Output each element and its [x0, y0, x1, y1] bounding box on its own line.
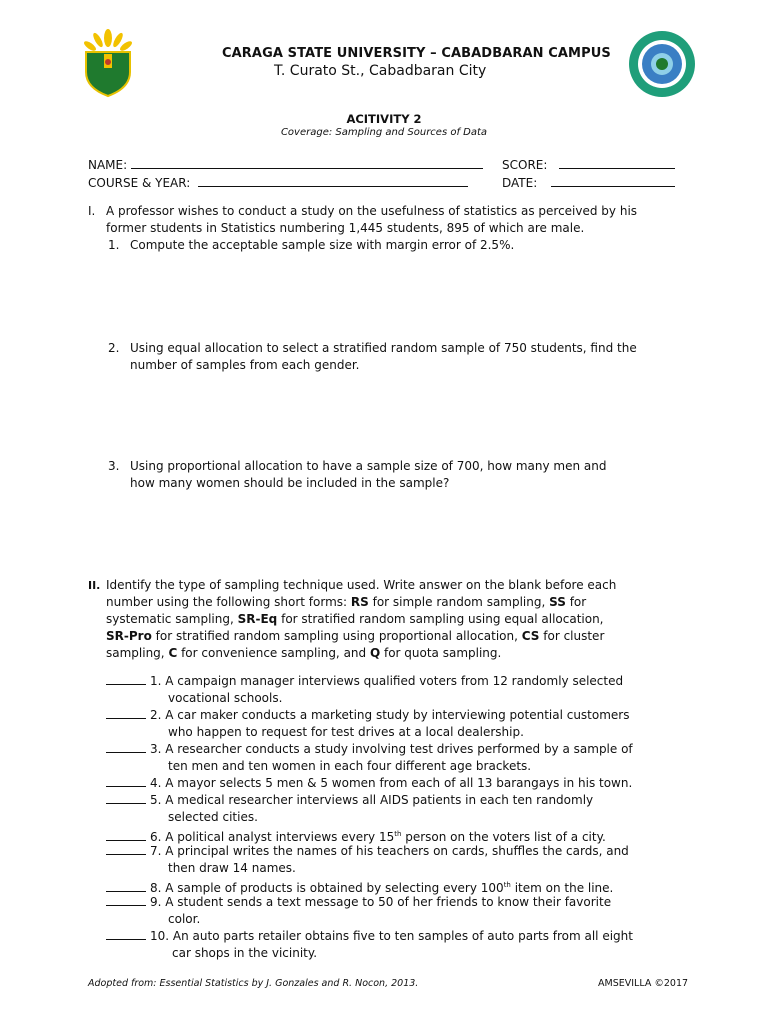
university-address: T. Curato St., Cabadbaran City [274, 63, 487, 79]
part2-line2-a: number using the following short forms: [106, 595, 351, 609]
answer-blank-4[interactable] [106, 775, 146, 787]
name-label: NAME: [88, 158, 128, 172]
part2-line2 [106, 594, 616, 611]
part2-item-5-cont: selected cities. [168, 810, 258, 824]
activity-title: ACITIVITY 2 [346, 112, 422, 126]
part1-item2-line2: number of samples from each gender. [130, 358, 360, 372]
footer-credit: AMSEVILLA ©2017 [598, 978, 689, 989]
answer-blank-5[interactable] [106, 792, 146, 804]
part2-item-7-cont: then draw 14 names. [168, 861, 296, 875]
code-ss: SS [549, 595, 566, 609]
part2-line2-b: for simple random sampling, [368, 595, 550, 609]
answer-blank-7[interactable] [106, 843, 146, 855]
part1-item1-num: 1. [108, 238, 120, 252]
part2-numeral: II. [88, 579, 101, 592]
part1-item3-line1: Using proportional allocation to have a sample size of 700, how many men and [130, 459, 607, 473]
part2-line3 [106, 611, 616, 628]
part2-item-7 [106, 843, 629, 860]
part2-line2-c: for [565, 595, 587, 609]
score-line[interactable] [559, 157, 675, 169]
answer-blank-6[interactable] [106, 829, 146, 841]
university-logo-left [76, 28, 140, 98]
code-rs: RS [350, 595, 369, 609]
part2-item-2-cont: who happen to request for test drives at a local dealership. [168, 725, 524, 739]
part2-item-4 [106, 775, 632, 792]
item-text: 2. A car maker conducts a marketing study by interviewing potential customers [150, 708, 630, 722]
part2-item-9-cont: color. [168, 912, 201, 926]
score-field[interactable] [502, 157, 675, 172]
part2-line1: Identify the type of sampling technique used. Write answer on the blank before each [106, 578, 617, 592]
item-text: 6. A political analyst interviews every 15 [150, 830, 395, 844]
item-text: 3. A researcher conducts a study involving test drives performed by a sample of [150, 742, 633, 756]
part2-line5 [106, 645, 616, 662]
part2-item-1 [106, 673, 623, 690]
code-cs: CS [521, 629, 540, 643]
code-q: Q [369, 646, 381, 660]
part2-item-1-cont: vocational schools. [168, 691, 283, 705]
course-year-label: COURSE & YEAR: [88, 176, 191, 190]
part2-line5-a: sampling, [106, 646, 169, 660]
item-text: 5. A medical researcher interviews all AIDS patients in each ten randomly [150, 793, 594, 807]
item-text: 9. A student sends a text message to 50 of her friends to know their favorite [150, 895, 612, 909]
part1-numeral: I. [88, 204, 96, 218]
answer-blank-1[interactable] [106, 673, 146, 685]
part2-line3-a: systematic sampling, [106, 612, 238, 626]
answer-blank-9[interactable] [106, 894, 146, 906]
part1-item3-num: 3. [108, 459, 120, 473]
item-text: item on the line. [510, 881, 614, 895]
activity-coverage: Coverage: Sampling and Sources of Data [280, 127, 488, 138]
superscript: th [503, 881, 511, 889]
superscript: th [394, 830, 402, 838]
part2-line4 [106, 628, 616, 645]
university-seal-right [628, 30, 696, 98]
part2-instructions [106, 577, 616, 662]
answer-blank-10[interactable] [106, 928, 146, 940]
score-label: SCORE: [502, 158, 548, 172]
answer-blank-3[interactable] [106, 741, 146, 753]
item-text: person on the voters list of a city. [401, 830, 606, 844]
part2-item-9 [106, 894, 611, 911]
part2-item-2 [106, 707, 630, 724]
part2-item-5 [106, 792, 593, 809]
part2-line4-b: for cluster [539, 629, 605, 643]
code-c: C [168, 646, 178, 660]
date-label: DATE: [502, 176, 538, 190]
item-text: 7. A principal writes the names of his teachers on cards, shuffles the cards, and [150, 844, 629, 858]
part1-item1-text: Compute the acceptable sample size with margin error of 2.5%. [130, 238, 515, 252]
item-text: 10. An auto parts retailer obtains five to ten samples of auto parts from all eight [150, 929, 633, 943]
item-text: 4. A mayor selects 5 men & 5 women from each of all 13 barangays in his town. [150, 776, 633, 790]
university-name: CARAGA STATE UNIVERSITY – CABADBARAN CAMPUS [222, 46, 611, 61]
part2-line5-b: for convenience sampling, and [177, 646, 370, 660]
item-text: 8. A sample of products is obtained by selecting every 100 [150, 881, 504, 895]
part1-intro-line1: A professor wishes to conduct a study on the usefulness of statistics as perceived by his [106, 204, 638, 218]
part2-item-3-cont: ten men and ten women in each four different age brackets. [168, 759, 532, 773]
course-year-field[interactable] [88, 175, 468, 190]
answer-blank-8[interactable] [106, 880, 146, 892]
date-field[interactable] [502, 175, 675, 190]
part2-item-10 [106, 928, 633, 945]
footer-source: Adopted from: Essential Statistics by J. Gonzales and R. Nocon, 2013. [88, 978, 419, 989]
part1-intro-line2: former students in Statistics numbering 1,445 students, 895 of which are male. [106, 221, 585, 235]
code-sr-eq: SR-Eq [237, 612, 278, 626]
item-text: 1. A campaign manager interviews qualified voters from 12 randomly selected [150, 674, 624, 688]
part2-item-3 [106, 741, 633, 758]
part2-line4-a: for stratified random sampling using proportional allocation, [151, 629, 522, 643]
part2-line3-b: for stratified random sampling using equal allocation, [277, 612, 604, 626]
name-line[interactable] [131, 157, 483, 169]
part1-item2-line1: Using equal allocation to select a stratified random sample of 750 students, find the [130, 341, 637, 355]
part2-line5-c: for quota sampling. [380, 646, 502, 660]
code-sr-pro: SR-Pro [106, 629, 152, 643]
course-year-line[interactable] [198, 175, 468, 187]
date-line[interactable] [551, 175, 675, 187]
part1-item3-line2: how many women should be included in the sample? [130, 476, 450, 490]
name-field[interactable] [88, 157, 483, 172]
part1-item2-num: 2. [108, 341, 120, 355]
answer-blank-2[interactable] [106, 707, 146, 719]
part2-item-10-cont: car shops in the vicinity. [172, 946, 318, 960]
